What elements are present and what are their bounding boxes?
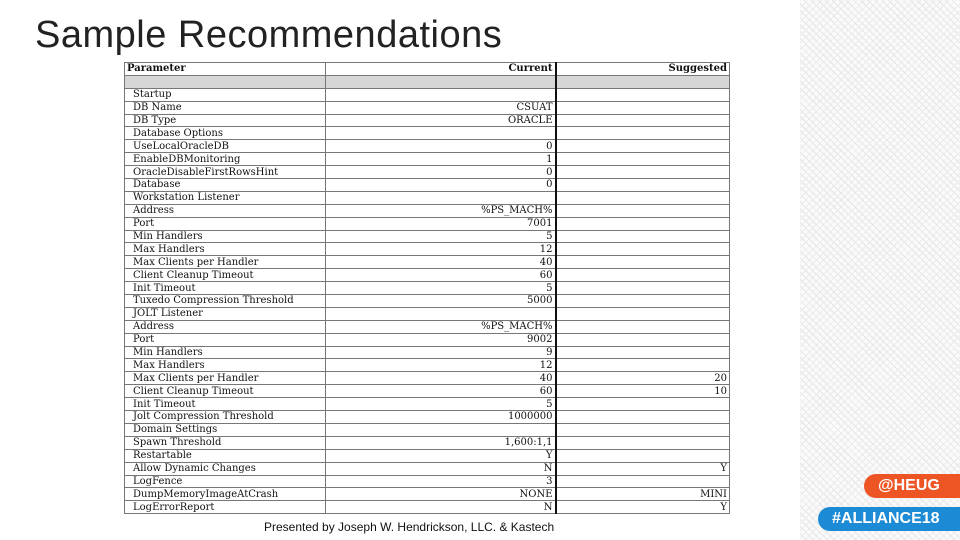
current-cell: [326, 88, 556, 101]
current-cell: 5: [326, 398, 556, 411]
table-row: [125, 372, 730, 385]
parameter-cell: DB Type: [125, 114, 326, 127]
parameter-cell: Startup: [125, 88, 326, 101]
suggested-cell: MINI: [556, 488, 730, 501]
current-cell: [326, 423, 556, 436]
parameter-cell: Max Clients per Handler: [125, 256, 326, 269]
table-row: [125, 333, 730, 346]
current-cell: 12: [326, 359, 556, 372]
parameter-cell: OracleDisableFirstRowsHint: [125, 166, 326, 179]
suggested-cell: [556, 423, 730, 436]
table-row: [125, 346, 730, 359]
suggested-cell: [556, 333, 730, 346]
current-cell: 5000: [326, 295, 556, 308]
table-header: [125, 63, 730, 76]
current-cell: 7001: [326, 217, 556, 230]
table-row: [125, 140, 730, 153]
suggested-cell: [556, 475, 730, 488]
parameter-cell: Max Handlers: [125, 359, 326, 372]
parameter-cell: Jolt Compression Threshold: [125, 411, 326, 424]
table-row: [125, 166, 730, 179]
suggested-cell: Y: [556, 501, 730, 514]
section-row: [125, 423, 730, 436]
suggested-cell: [556, 101, 730, 114]
suggested-cell: [556, 449, 730, 462]
table-row: [125, 398, 730, 411]
parameter-cell: Tuxedo Compression Threshold: [125, 295, 326, 308]
current-cell: 0: [326, 140, 556, 153]
parameter-cell: Port: [125, 333, 326, 346]
slide-title: Sample Recommendations: [35, 14, 503, 56]
parameter-cell: Domain Settings: [125, 423, 326, 436]
current-cell: %PS_MACH%: [326, 320, 556, 333]
current-cell: Y: [326, 449, 556, 462]
header-suggested: Suggested: [556, 63, 730, 76]
suggested-cell: [556, 256, 730, 269]
parameter-cell: Database: [125, 179, 326, 192]
table-row: [125, 243, 730, 256]
suggested-cell: [556, 88, 730, 101]
header-parameter: Parameter: [125, 63, 326, 76]
current-cell: [326, 127, 556, 140]
header-current: Current: [326, 63, 556, 76]
current-cell: N: [326, 501, 556, 514]
suggested-cell: [556, 346, 730, 359]
current-cell: 40: [326, 372, 556, 385]
current-cell: 9002: [326, 333, 556, 346]
parameter-cell: [125, 75, 326, 88]
suggested-cell: [556, 436, 730, 449]
current-cell: 0: [326, 179, 556, 192]
section-row: [125, 307, 730, 320]
table-row: [125, 385, 730, 398]
parameter-cell: Allow Dynamic Changes: [125, 462, 326, 475]
parameter-cell: Database Options: [125, 127, 326, 140]
suggested-cell: [556, 153, 730, 166]
parameter-cell: LogFence: [125, 475, 326, 488]
current-cell: 0: [326, 166, 556, 179]
suggested-cell: [556, 411, 730, 424]
section-row: [125, 191, 730, 204]
current-cell: 1000000: [326, 411, 556, 424]
current-cell: [326, 191, 556, 204]
current-cell: 5: [326, 230, 556, 243]
parameter-cell: Client Cleanup Timeout: [125, 385, 326, 398]
suggested-cell: [556, 295, 730, 308]
table-row: [125, 320, 730, 333]
table-row: [125, 204, 730, 217]
suggested-cell: 20: [556, 372, 730, 385]
parameter-cell: Max Clients per Handler: [125, 372, 326, 385]
table-row: [125, 295, 730, 308]
table-row: [125, 488, 730, 501]
table-row: [125, 230, 730, 243]
current-cell: [326, 75, 556, 88]
recommendations-table: [124, 62, 730, 514]
suggested-cell: [556, 359, 730, 372]
suggested-cell: [556, 75, 730, 88]
section-row: [125, 127, 730, 140]
suggested-cell: [556, 140, 730, 153]
parameter-cell: DB Name: [125, 101, 326, 114]
current-cell: 5: [326, 282, 556, 295]
table-row: [125, 153, 730, 166]
suggested-cell: 10: [556, 385, 730, 398]
table-row: [125, 501, 730, 514]
suggested-cell: [556, 320, 730, 333]
parameter-cell: JOLT Listener: [125, 307, 326, 320]
current-cell: 60: [326, 269, 556, 282]
suggested-cell: [556, 114, 730, 127]
parameter-cell: Min Handlers: [125, 346, 326, 359]
suggested-cell: [556, 204, 730, 217]
parameter-cell: Restartable: [125, 449, 326, 462]
table-row: [125, 101, 730, 114]
suggested-cell: Y: [556, 462, 730, 475]
table-row: [125, 475, 730, 488]
parameter-cell: DumpMemoryImageAtCrash: [125, 488, 326, 501]
table-row: [125, 75, 730, 88]
suggested-cell: [556, 269, 730, 282]
table-row: [125, 269, 730, 282]
suggested-cell: [556, 166, 730, 179]
suggested-cell: [556, 282, 730, 295]
current-cell: [326, 307, 556, 320]
parameter-cell: Port: [125, 217, 326, 230]
current-cell: 1: [326, 153, 556, 166]
parameter-cell: Client Cleanup Timeout: [125, 269, 326, 282]
parameter-cell: Init Timeout: [125, 282, 326, 295]
current-cell: 3: [326, 475, 556, 488]
heug-badge: @HEUG: [864, 474, 960, 498]
parameter-cell: EnableDBMonitoring: [125, 153, 326, 166]
suggested-cell: [556, 217, 730, 230]
table-row: [125, 256, 730, 269]
suggested-cell: [556, 127, 730, 140]
parameter-cell: Spawn Threshold: [125, 436, 326, 449]
current-cell: N: [326, 462, 556, 475]
parameter-cell: Address: [125, 204, 326, 217]
alliance-badge: #ALLIANCE18: [818, 507, 960, 531]
suggested-cell: [556, 179, 730, 192]
parameter-cell: Max Handlers: [125, 243, 326, 256]
footer-credit: Presented by Joseph W. Hendrickson, LLC. & Kastech: [264, 520, 555, 534]
parameter-cell: Min Handlers: [125, 230, 326, 243]
suggested-cell: [556, 191, 730, 204]
parameter-cell: Address: [125, 320, 326, 333]
table-row: [125, 282, 730, 295]
parameter-cell: Init Timeout: [125, 398, 326, 411]
suggested-cell: [556, 307, 730, 320]
current-cell: 12: [326, 243, 556, 256]
current-cell: 60: [326, 385, 556, 398]
current-cell: ORACLE: [326, 114, 556, 127]
suggested-cell: [556, 243, 730, 256]
table-row: [125, 462, 730, 475]
current-cell: 40: [326, 256, 556, 269]
table-row: [125, 179, 730, 192]
current-cell: CSUAT: [326, 101, 556, 114]
table-row: [125, 114, 730, 127]
suggested-cell: [556, 398, 730, 411]
parameter-cell: LogErrorReport: [125, 501, 326, 514]
parameter-cell: Workstation Listener: [125, 191, 326, 204]
current-cell: NONE: [326, 488, 556, 501]
parameter-cell: UseLocalOracleDB: [125, 140, 326, 153]
table-row: [125, 411, 730, 424]
table-row: [125, 449, 730, 462]
current-cell: 1,600:1,1: [326, 436, 556, 449]
suggested-cell: [556, 230, 730, 243]
section-row: [125, 88, 730, 101]
table-row: [125, 217, 730, 230]
current-cell: %PS_MACH%: [326, 204, 556, 217]
decorative-pattern: [800, 0, 960, 540]
table-row: [125, 436, 730, 449]
current-cell: 9: [326, 346, 556, 359]
table-row: [125, 359, 730, 372]
